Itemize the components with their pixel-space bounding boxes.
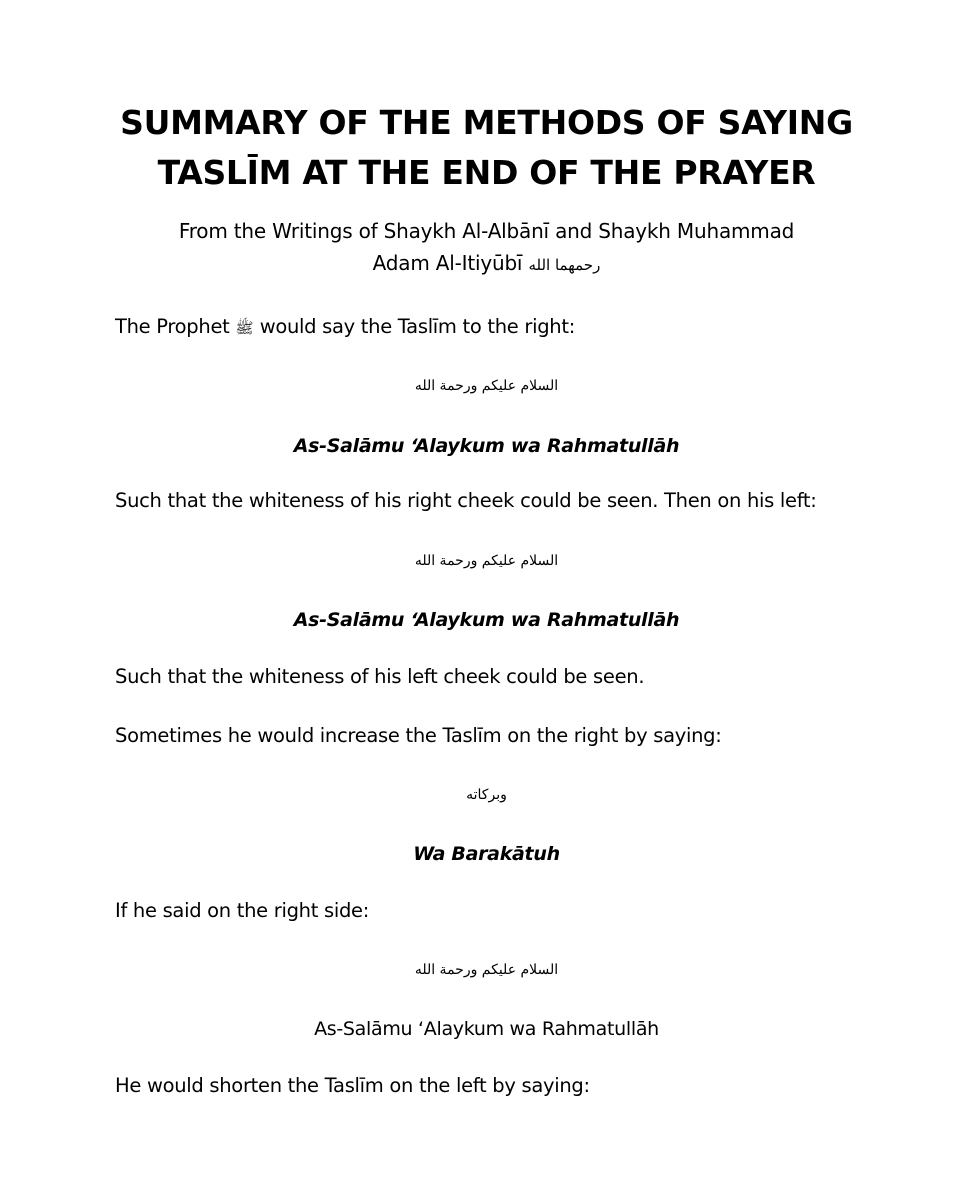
arabic-phrase-1: السلام عليكم ورحمة الله bbox=[414, 378, 559, 394]
salutation-symbol: ﷺ bbox=[235, 319, 254, 337]
paragraph-6: He would shorten the Taslīm on the left by saying: bbox=[115, 1074, 590, 1097]
arabic-phrase-3: وبركاته bbox=[466, 787, 507, 803]
subtitle-line-1: From the Writings of Shaykh Al-Albānī and Shaykh Muhammad bbox=[178, 219, 795, 243]
title-line-2: TASLĪM AT THE END OF THE PRAYER bbox=[157, 153, 816, 192]
transliteration-1: As-Salāmu ‘Alaykum wa Rahmatullāh bbox=[293, 435, 680, 457]
subtitle-line-2 bbox=[0, 247, 973, 281]
paragraph-5: If he said on the right side: bbox=[115, 899, 369, 922]
page-title bbox=[0, 98, 973, 198]
arabic-phrase-4: السلام عليكم ورحمة الله bbox=[414, 962, 559, 978]
paragraph-2: Such that the whiteness of his right cheek could be seen. Then on his left: bbox=[115, 489, 817, 512]
subtitle-arabic-honorific: رحمهما الله bbox=[528, 256, 601, 274]
paragraph-4: Sometimes he would increase the Taslīm on the right by saying: bbox=[115, 724, 722, 747]
transliteration-4: As-Salāmu ‘Alaykum wa Rahmatullāh bbox=[314, 1018, 659, 1040]
paragraph-1 bbox=[115, 312, 875, 343]
transliteration-3: Wa Barakātuh bbox=[413, 843, 560, 865]
paragraph-1-end: would say the Taslīm to the right: bbox=[259, 315, 575, 338]
title-line-1: SUMMARY OF THE METHODS OF SAYING bbox=[120, 103, 853, 142]
paragraph-3: Such that the whiteness of his left cheek could be seen. bbox=[115, 665, 645, 688]
transliteration-2: As-Salāmu ‘Alaykum wa Rahmatullāh bbox=[293, 609, 680, 631]
subtitle-names: Adam Al-Itiyūbī bbox=[372, 251, 523, 275]
arabic-phrase-2: السلام عليكم ورحمة الله bbox=[414, 553, 559, 569]
paragraph-1-start: The Prophet bbox=[115, 315, 230, 338]
page-subtitle bbox=[0, 215, 973, 281]
